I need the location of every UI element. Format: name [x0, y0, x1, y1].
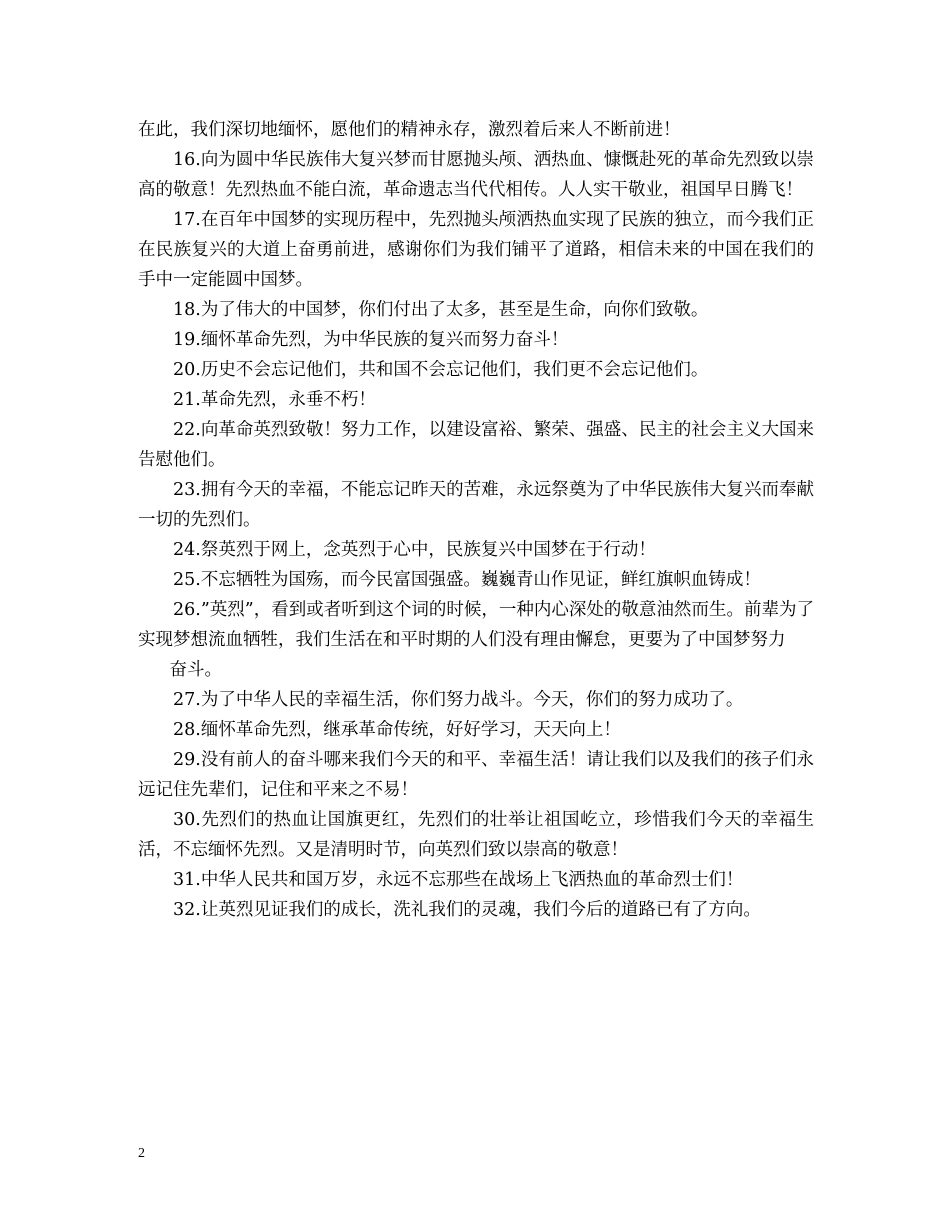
paragraph-intro: 在此，我们深切地缅怀，愿他们的精神永存，激烈着后来人不断前进！ — [138, 120, 681, 140]
paragraph-24: 24.祭英烈于网上，念英烈于心中，民族复兴中国梦在于行动！ — [173, 540, 656, 560]
paragraph-28: 28.缅怀革命先烈，继承革命传统，好好学习，天天向上！ — [173, 720, 621, 740]
paragraph-25: 25.不忘牺牲为国殇，而今民富国强盛。巍巍青山作见证，鲜红旗帜血铸成！ — [173, 570, 761, 590]
paragraph-32: 32.让英烈见证我们的成长，洗礼我们的灵魂，我们今后的道路已有了方向。 — [173, 900, 761, 920]
paragraph-16: 16.向为圆中华民族伟大复兴梦而甘愿抛头颅、洒热血、慷慨赴死的革命先烈致以崇高的敬意！先烈热血不能白流，革命遗志当代代相传。人人实干敬业，祖国早日腾飞！ — [138, 150, 814, 200]
paragraph-17: 17.在百年中国梦的实现历程中，先烈抛头颅洒热血实现了民族的独立，而今我们正在民族复兴的大道上奋勇前进，感谢你们为我们铺平了道路，相信未来的中国在我们的手中一定能圆中国梦。 — [138, 210, 814, 290]
paragraph-19: 19.缅怀革命先烈，为中华民族的复兴而努力奋斗！ — [173, 330, 569, 350]
paragraph-22: 22.向革命英烈致敬！努力工作，以建设富裕、繁荣、强盛、民主的社会主义大国来告慰他们。 — [138, 420, 814, 470]
paragraph-27: 27.为了中华人民的幸福生活，你们努力战斗。今天，你们的努力成功了。 — [173, 690, 744, 710]
page-number: 2 — [138, 1146, 145, 1161]
paragraph-18: 18.为了伟大的中国梦，你们付出了太多，甚至是生命，向你们致敬。 — [173, 300, 709, 320]
paragraph-29: 29.没有前人的奋斗哪来我们今天的和平、幸福生活！请让我们以及我们的孩子们永远记住先辈们，记住和平来之不易！ — [138, 750, 814, 800]
paragraph-26-continuation: 奋斗。 — [169, 660, 222, 680]
body-text — [138, 115, 814, 925]
paragraph-31: 31.中华人民共和国万岁，永远不忘那些在战场上飞洒热血的革命烈士们！ — [173, 870, 744, 890]
paragraph-26: 26.”英烈”，看到或者听到这个词的时候，一种内心深处的敬意油然而生。前辈为了实现梦想流血牺牲，我们生活在和平时期的人们没有理由懈怠，更要为了中国梦努力 — [138, 600, 814, 650]
paragraph-21: 21.革命先烈，永垂不朽！ — [173, 390, 376, 410]
paragraph-30: 30.先烈们的热血让国旗更红，先烈们的壮举让祖国屹立，珍惜我们今天的幸福生活，不忘缅怀先烈。又是清明时节，向英烈们致以崇高的敬意！ — [138, 810, 814, 860]
paragraph-23: 23.拥有今天的幸福，不能忘记昨天的苦难，永远祭奠为了中华民族伟大复兴而奉献一切的先烈们。 — [138, 480, 814, 530]
paragraph-20: 20.历史不会忘记他们，共和国不会忘记他们，我们更不会忘记他们。 — [173, 360, 709, 380]
